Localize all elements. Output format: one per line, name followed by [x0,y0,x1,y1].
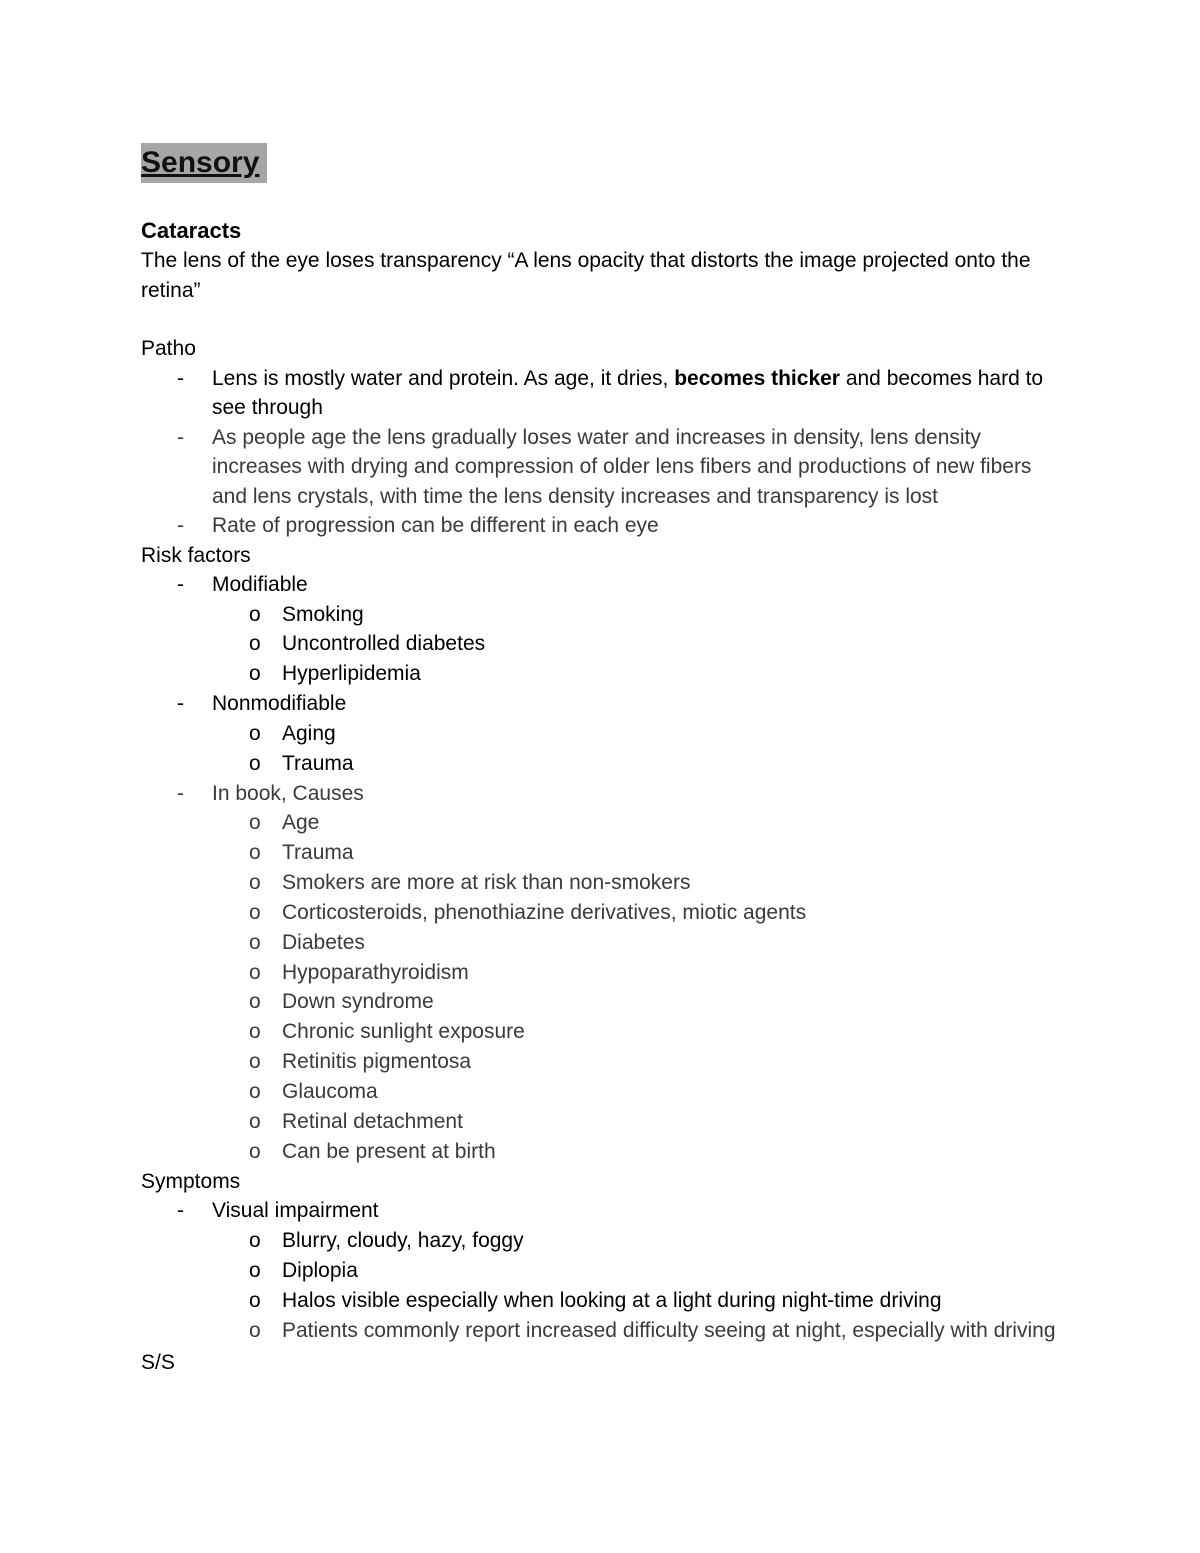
patho-item: - As people age the lens gradually loses water and increases in density, lens density increases with drying and compression of older lens fibers and productions of new fibers and lens crystals, with time the lens density increases and transparency is lost [141,423,1071,512]
list-item: o Blurry, cloudy, hazy, foggy [141,1226,1071,1256]
list-item: o Trauma [141,749,1071,779]
list-item: o Smoking [141,600,1071,630]
list-item: o Down syndrome [141,987,1071,1017]
list-item: o Aging [141,719,1071,749]
list-item: o Age [141,808,1071,838]
nonmodifiable-label: - Nonmodifiable [141,689,1071,719]
blank-line [141,305,1071,334]
patho-label: Patho [141,337,196,360]
definition-text: The lens of the eye loses transparency “A lens opacity that distorts the image projected onto the retina” [141,249,1031,302]
list-item: o Retinitis pigmentosa [141,1047,1071,1077]
list-item: o Smokers are more at risk than non-smokers [141,868,1071,898]
ss-label: S/S [141,1350,175,1374]
list-item: o Diplopia [141,1256,1071,1286]
visual-impairment-label: - Visual impairment [141,1196,1071,1226]
list-item: o Trauma [141,838,1071,868]
modifiable-label: - Modifiable [141,570,1071,600]
patho-item-emphasis: becomes thicker [674,366,840,390]
document-body [141,216,1071,1377]
section-heading: Cataracts [141,218,242,243]
list-item: o Patients commonly report increased difficulty seeing at night, especially with driving [141,1316,1071,1346]
risk-factors-label: Risk factors [141,543,251,567]
list-item: o Chronic sunlight exposure [141,1017,1071,1047]
list-item: o Diabetes [141,928,1071,958]
book-causes-label: - In book, Causes [141,779,1071,809]
symptoms-label: Symptoms [141,1169,241,1193]
list-item: o Retinal detachment [141,1107,1071,1137]
list-item: o Halos visible especially when looking at a light during night-time driving [141,1286,1071,1316]
list-item: o Corticosteroids, phenothiazine derivatives, miotic agents [141,898,1071,928]
patho-item-text: Lens is mostly water and protein. As age, it dries, [212,366,675,390]
patho-item-text: and becomes hard to see through [212,366,1044,419]
list-item: o Can be present at birth [141,1137,1071,1167]
list-item: o Glaucoma [141,1077,1071,1107]
page-title: Sensory [141,143,267,183]
patho-item: - Rate of progression can be different in each eye [141,511,1071,541]
list-item: o Uncontrolled diabetes [141,629,1071,659]
patho-item [141,364,1071,423]
list-item: o Hyperlipidemia [141,659,1071,689]
list-item: o Hypoparathyroidism [141,958,1071,988]
